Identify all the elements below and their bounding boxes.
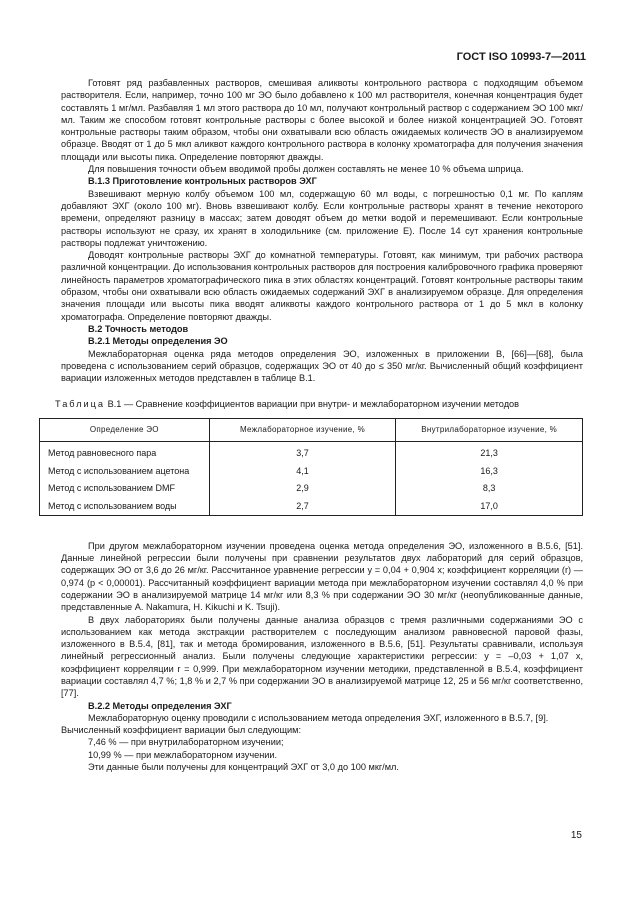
paragraph-b13-working: Доводят контрольные растворы ЭХГ до комнатной температуры. Готовят, как минимум, три рабочих раствора различной концентрации. До использования контрольных растворов для построения калибровочного графика проверяют линейность параметров хроматографического пика в этих областях концентраций. Готовят контрольные растворы таким образом, чтобы они охватывали всю область ожидаемых содержаний ЭХГ в анализируемом образце. Для определения значения площади или высоты пика вводят аликвоты каждого контрольного раствора от 1 до 5 мкл в колонку хроматографа. Определение повторяют дважды. [61,250,583,322]
comparison-table [39,418,583,516]
cell-inter: 2,7 [209,497,396,515]
cell-intra: 16,3 [396,462,583,480]
table-header-row [40,418,583,441]
table-row [40,480,583,498]
paragraph-b22-final: Эти данные были получены для концентраций ЭХГ от 3,0 до 100 мкг/мл. [88,762,399,773]
cell-method: Метод равновесного пара [40,441,210,462]
paragraph-syringe: Для повышения точности объем вводимой пробы должен составлять не менее 10 % объема шприца. [88,164,524,175]
header-method: Определение ЭО [40,418,210,441]
section-b13-title: В.1.3 Приготовление контрольных растворов ЭХГ [88,176,317,187]
table-row [40,462,583,480]
cell-inter: 4,1 [209,462,396,480]
page-number: 15 [570,830,582,841]
section-b21-title: В.2.1 Методы определения ЭО [88,336,228,347]
section-b2-title: В.2 Точность методов [88,323,189,334]
cell-inter: 3,7 [209,441,396,462]
standard-header: ГОСТ ISO 10993-7—2011 [456,51,586,63]
spacer [61,516,583,540]
list-item-interlab: 10,99 % — при межлабораторном изучении. [88,749,278,760]
paragraph-two-labs: В двух лабораториях были получены данные анализа образцов с тремя различными содержаниями ЭО с использованием как метода экстракции растворителем с последующим анализом равновесной паровой фазы, изложенного в В.5.4, [81], так и метода бромирования, изложенного в В.5.6, [51]. Результаты сравнивали, используя линейный регрессионный анализ. Были получены следующие характеристики регрессии: y = –0,03 + 1,07 x, коэффициент корреляции r = 0,999. При межлабораторном изучении методики, представленной в В.5.4, коэффициент вариации составлял 4,7 %; 1,8 % и 2,7 % при содержании ЭО в анализируемой матрице 12, 25 и 56 мг/кг соответственно, [77]. [61,614,583,699]
cell-intra: 8,3 [396,480,583,498]
header-inter: Межлабораторное изучение, % [209,418,396,441]
cell-intra: 21,3 [396,441,583,462]
table-caption-label: Таблица [55,399,106,410]
table-caption-text: В.1 — Сравнение коэффициентов вариации при внутри- и межлабораторном изучении методов [107,399,520,410]
document-body [48,77,583,773]
paragraph-dilution: Готовят ряд разбавленных растворов, смешивая аликвоты контрольного раствора с подходящим объемом растворителя. Если, например, точно 100 мг ЭО было добавлено к 100 мл растворителя, конечная концентрация будет составлять 1 мг/мл. Разбавляя 1 мл этого раствора до 10 мл, получают контрольный раствор с содержанием ЭО 100 мкг/мл. Таким же способом готовят контрольные растворы с более высокой и более низкой концентрацией ЭО. Готовят контрольные растворы таким образом, чтобы они охватывали всю область ожидаемых количеств ЭО в анализируемом образце. Вводят от 1 до 5 мкл аликвот каждого контрольного раствора в колонку хроматографа для получения значения площади или высоты пика. Определение повторяют дважды. [61,78,583,162]
cell-intra: 17,0 [396,497,583,515]
header-intra: Внутрилабораторное изучение, % [396,418,583,441]
paragraph-b22-intro: Межлабораторную оценку проводили с использованием метода определения ЭХГ, изложенного в В.5.7, [9]. [88,712,549,723]
paragraph-interlab-study: При другом межлабораторном изучении проведена оценка метода определения ЭО, изложенного в В.5.6, [51]. Данные линейной регрессии были получены при сравнении результатов двух лабораторий для серий образцов, содержащих ЭО от 3,6 до 26 мг/кг. Рассчитанное уравнение регрессии y = 0,04 + 0,904 x; коэффициент корреляции (r) — 0,974 (p < 0,00001). Рассчитанный коэффициент вариации метода при межлабораторном изучении составлял 4,0 % при содержании ЭО в анализируемой матрице 14 мг/кг или 8,3 % при содержании ЭО 30 мг/кг (неопубликованные данные, представленные A. Nakamura, H. Kikuchi и K. Tsuji). [61,540,583,613]
cell-method: Метод с использованием ацетона [40,462,210,480]
table-caption [55,398,583,410]
list-item-intralab: 7,46 % — при внутрилабораторном изучении; [88,737,284,748]
paragraph-b21: Межлабораторная оценка ряда методов определения ЭО, изложенных в приложении В, [66]—[68], была проведена с использованием серий образцов, содержащих ЭО от 40 до ≤ 350 мг/кг. Вычисленный общий коэффициент вариации изложенных методов представлен в таблице В.1. [61,348,583,384]
cell-method: Метод с использованием воды [40,497,210,515]
table-row [40,497,583,515]
cell-inter: 2,9 [209,480,396,498]
paragraph-b22-computed: Вычисленный коэффициент вариации был следующим: [61,725,302,736]
cell-method: Метод с использованием DMF [40,480,210,498]
table-row [40,441,583,462]
section-b22-title: В.2.2 Методы определения ЭХГ [88,700,232,711]
paragraph-b13-weigh: Взвешивают мерную колбу объемом 100 мл, содержащую 60 мл воды, с погрешностью 0,1 мг. По каплям добавляют ЭХГ (около 100 мг). Вновь взвешивают колбу. Если контрольные растворы хранят в течение некоторого времени, определяют разницу в массах; затем доводят объем до метки водой и перемешивают. Если контрольные растворы используют не сразу, их хранят в холодильнике (см. приложение Е). После 14 сут хранения контрольные растворы подлежат уничтожению. [61,188,583,248]
